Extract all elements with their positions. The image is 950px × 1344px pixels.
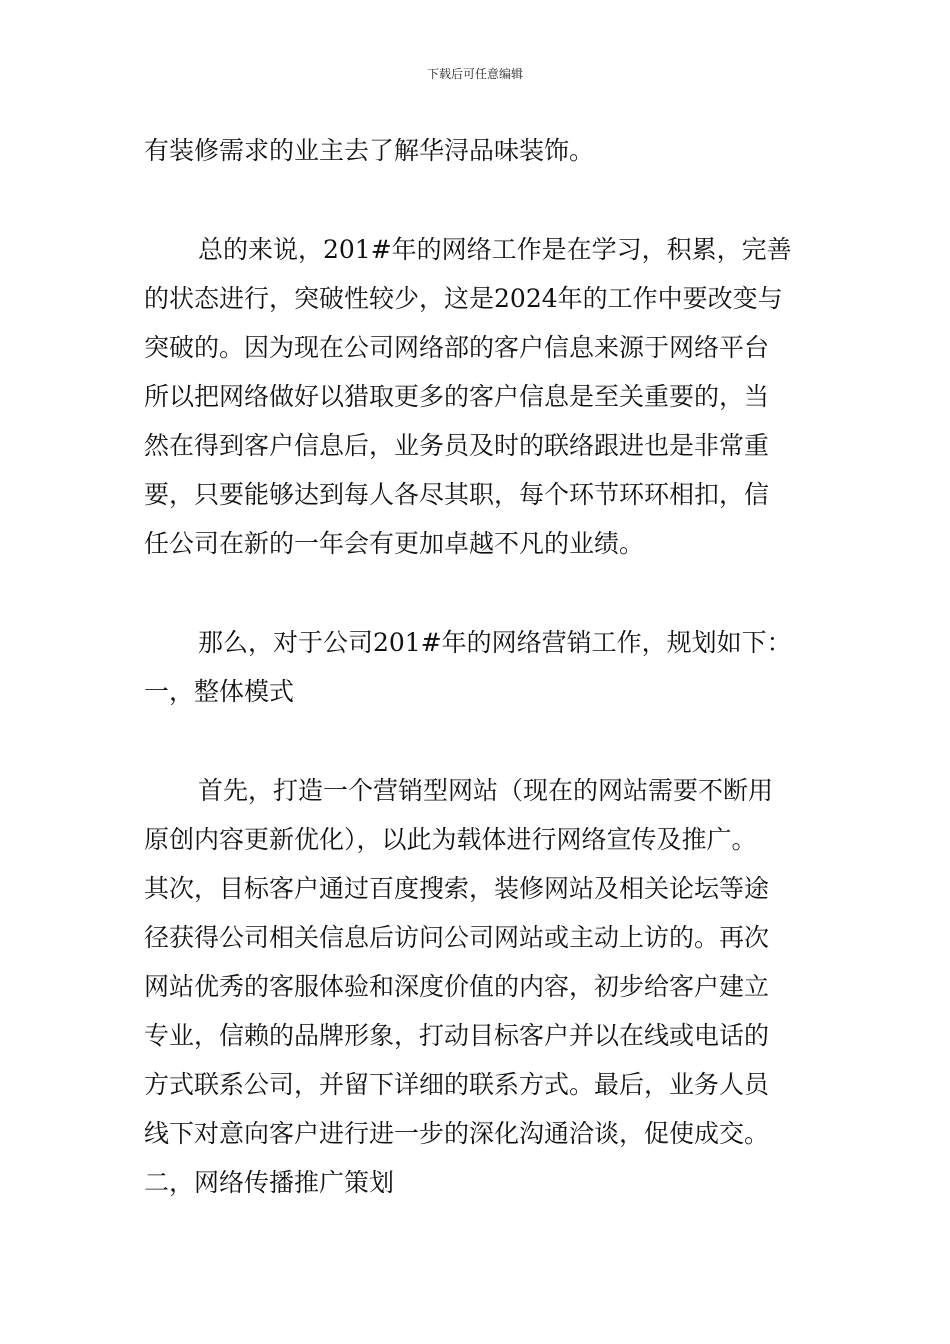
text-line: 那么，对于公司201#年的网络营销工作，规划如下： [198,628,792,657]
text-line: 所以把网络做好以猎取更多的客户信息是至关重要的，当 [144,382,770,411]
text-line: 有装修需求的业主去了解华浔品味装饰。 [144,136,595,165]
text-line: 方式联系公司，并留下详细的联系方式。最后，业务人员 [144,1070,770,1099]
text-line: 其次，目标客户通过百度搜索，装修网站及相关论坛等途 [144,874,770,903]
text-line: 然在得到客户信息后，业务员及时的联络跟进也是非常重 [144,431,770,460]
text-line: 网站优秀的客服体验和深度价值的内容，初步给客户建立 [144,972,770,1001]
text-line: 专业，信赖的品牌形象，打动目标客户并以在线或电话的 [144,1021,770,1050]
section-heading: 二，网络传播推广策划 [144,1168,395,1197]
text-line: 突破的。因为现在公司网络部的客户信息来源于网络平台 [144,333,770,362]
paragraph-gap [144,568,814,618]
text-line: 总的来说，201#年的网络工作是在学习，积累，完善 [198,235,792,264]
text-line: 径获得公司相关信息后访问公司网站或主动上访的。再次 [144,923,770,952]
text-line: 要，只要能够达到每人各尽其职，每个环节环环相扣，信 [144,480,770,509]
paragraph-gap [144,175,814,225]
text-line: 原创内容更新优化），以此为载体进行网络宣传及推广。 [144,825,757,854]
text-line: 线下对意向客户进行进一步的深化沟通洽谈，促使成交。 [144,1119,770,1148]
page-header: 下载后可任意编辑 [426,67,523,81]
paragraph-gap [144,716,814,766]
document-body [144,126,814,1207]
text-line: 的状态进行，突破性较少，这是2024年的工作中要改变与 [144,284,783,313]
section-heading: 一，整体模式 [144,677,295,706]
text-line: 首先，打造一个营销型网站（现在的网站需要不断用 [198,776,774,805]
text-line: 任公司在新的一年会有更加卓越不凡的业绩。 [144,529,645,558]
